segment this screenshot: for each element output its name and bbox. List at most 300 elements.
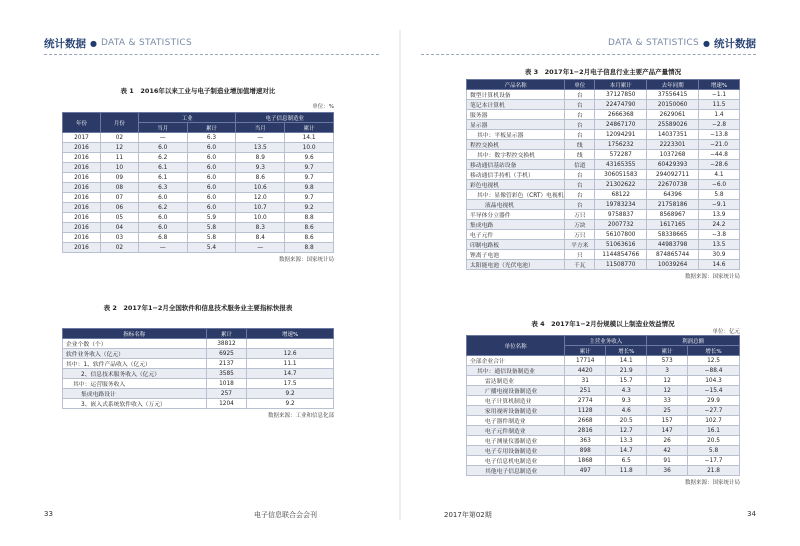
table-row: [467, 466, 740, 476]
table-cell: 12: [647, 386, 688, 396]
table-cell: 2016: [63, 193, 101, 203]
table-row: [63, 339, 334, 349]
col-header-electronic: 电子信息制造业: [236, 113, 334, 123]
table-cell: 线: [565, 150, 595, 160]
table-cell: 平方米: [565, 240, 595, 250]
table-cell: 6.2: [138, 153, 187, 163]
table-cell: −44.8: [699, 150, 740, 160]
col-header-growth: 增长%: [688, 346, 740, 356]
table-cell: 05: [100, 213, 138, 223]
table-row: [467, 140, 740, 150]
table-row: [467, 220, 740, 230]
table-cell: 6.1: [138, 163, 187, 173]
table-cell: 102.7: [688, 416, 740, 426]
table-cell: 25589026: [647, 120, 699, 130]
table-cell: 13.3: [606, 436, 647, 446]
table-cell: 898: [565, 446, 606, 456]
table-row: [63, 399, 334, 409]
table-cell: 企业个数（个）: [63, 339, 207, 349]
table-cell: 家用视听设备制造业: [467, 406, 565, 416]
table1: [62, 112, 334, 253]
page-number-left: 33: [44, 510, 53, 518]
table-cell: 6.0: [187, 143, 236, 153]
table-cell: —: [138, 243, 187, 253]
table-row: [63, 359, 334, 369]
table-cell: 2017: [63, 133, 101, 143]
table-cell: 2007732: [595, 220, 647, 230]
table-cell: 6.0: [187, 163, 236, 173]
table-cell: 17714: [565, 356, 606, 366]
table-cell: 20.5: [606, 416, 647, 426]
table-cell: 19783234: [595, 200, 647, 210]
table-cell: −13.8: [699, 130, 740, 140]
table-cell: 21.9: [606, 366, 647, 376]
table-row: [467, 426, 740, 436]
table-cell: 2137: [206, 359, 247, 369]
table-cell: 2016: [63, 183, 101, 193]
table-row: [467, 180, 740, 190]
left-running-header: [44, 34, 192, 52]
table-cell: 9758837: [595, 210, 647, 220]
table-cell: 11508770: [595, 260, 647, 270]
table-cell: 43165355: [595, 160, 647, 170]
table-cell: 8.6: [285, 223, 334, 233]
table-cell: 24867170: [595, 120, 647, 130]
table-cell: 9.2: [285, 203, 334, 213]
table-cell: 104.3: [688, 376, 740, 386]
table-cell: 572287: [595, 150, 647, 160]
table-cell: −2.8: [699, 120, 740, 130]
header-divider: [421, 54, 756, 55]
table-row: [467, 120, 740, 130]
table-cell: 太阳能电池（光伏电池）: [467, 260, 565, 270]
table-cell: 21302622: [595, 180, 647, 190]
table-source: 数据来源：工业和信息化部: [267, 413, 334, 419]
table-cell: 11.5: [699, 100, 740, 110]
table-cell: 02: [100, 133, 138, 143]
col-header-year: 年份: [63, 113, 101, 133]
table-cell: 4.6: [606, 406, 647, 416]
col-header-month-value: 当月: [138, 123, 187, 133]
table-cell: 20.5: [688, 436, 740, 446]
table-cell: 电子信息机电制造业: [467, 456, 565, 466]
table-cell: 9.3: [606, 396, 647, 406]
col-header-cumulative: 累计: [187, 123, 236, 133]
table-row: [467, 100, 740, 110]
table-row: [63, 223, 334, 233]
table-cell: 14.7: [606, 446, 647, 456]
table-cell: 257: [206, 389, 247, 399]
table-cell: 14.7: [247, 369, 334, 379]
table-source: 数据来源：国家统计局: [684, 274, 740, 280]
table-cell: 8.6: [236, 173, 285, 183]
table-row: [63, 389, 334, 399]
table-cell: 3585: [206, 369, 247, 379]
table-cell: 12.5: [688, 356, 740, 366]
table-cell: 雷达制造业: [467, 376, 565, 386]
table-cell: 其中：运营服务收入: [63, 379, 207, 389]
table-cell: 22670738: [647, 180, 699, 190]
table-row: [63, 349, 334, 359]
table-row: [467, 110, 740, 120]
table-row: [63, 183, 334, 193]
col-header-month: 月份: [100, 113, 138, 133]
table-cell: 电子专用设备制造业: [467, 446, 565, 456]
table-cell: 软件业务收入（亿元）: [63, 349, 207, 359]
table-cell: 其中：通信设备制造业: [467, 366, 565, 376]
table-cell: 2816: [565, 426, 606, 436]
table-cell: 44983798: [647, 240, 699, 250]
table-cell: 2668: [565, 416, 606, 426]
col-header-name: 单位名称: [467, 336, 565, 356]
table-cell: 9.6: [285, 153, 334, 163]
table-row: [467, 396, 740, 406]
bullet-icon: ●: [90, 38, 97, 48]
table-cell: 半导体分立器件: [467, 210, 565, 220]
page-number-right: 34: [747, 510, 756, 518]
table-cell: 千瓦: [565, 260, 595, 270]
table-cell: 21758186: [647, 200, 699, 210]
table-cell: −21.0: [699, 140, 740, 150]
table-cell: 06: [100, 203, 138, 213]
bullet-icon: ●: [703, 38, 710, 48]
table-row: [63, 193, 334, 203]
issue-label: 2017年第02期: [444, 511, 492, 519]
table-cell: 13.9: [699, 210, 740, 220]
col-header-name: 指标名称: [63, 329, 207, 339]
table-cell: —: [236, 243, 285, 253]
table-row: [467, 366, 740, 376]
table-cell: 台: [565, 110, 595, 120]
table-cell: 其中：1、软件产品收入（亿元）: [63, 359, 207, 369]
table-cell: 集成电路设计: [63, 389, 207, 399]
table-cell: 42: [647, 446, 688, 456]
table-cell: 08: [100, 183, 138, 193]
table-cell: 6.0: [138, 143, 187, 153]
table-cell: 万只: [565, 210, 595, 220]
table-row: [63, 153, 334, 163]
table-cell: 21.8: [688, 466, 740, 476]
table-source: 数据来源：国家统计局: [684, 480, 740, 486]
table-cell: 2629061: [647, 110, 699, 120]
table-unit: 单位：亿元: [712, 329, 740, 335]
col-header-cumulative: 累计: [285, 123, 334, 133]
table-cell: 1018: [206, 379, 247, 389]
section-title-cn: 统计数据: [44, 37, 86, 50]
table-cell: 移动通信手持机（手机）: [467, 170, 565, 180]
table-cell: 10.7: [236, 203, 285, 213]
table-cell: 497: [565, 466, 606, 476]
table-cell: 5.8: [187, 223, 236, 233]
table-cell: 6.0: [138, 193, 187, 203]
table1-block: [62, 86, 334, 263]
section-title-en: DATA & STATISTICS: [608, 38, 700, 48]
table-cell: 20150060: [647, 100, 699, 110]
table-cell: 电子测量仪器制造业: [467, 436, 565, 446]
table-cell: 07: [100, 193, 138, 203]
table-cell: 3、嵌入式系统软件收入（万元）: [63, 399, 207, 409]
table-cell: 9.2: [247, 399, 334, 409]
col-header-cumulative: 累计: [565, 346, 606, 356]
table-cell: 26: [647, 436, 688, 446]
table-cell: 5.8: [699, 190, 740, 200]
table-cell: [247, 339, 334, 349]
table-cell: −27.7: [688, 406, 740, 416]
table-row: [467, 150, 740, 160]
table-cell: 157: [647, 416, 688, 426]
table-cell: 2016: [63, 243, 101, 253]
table-cell: 6.3: [187, 133, 236, 143]
table-cell: 台: [565, 130, 595, 140]
section-title-cn: 统计数据: [714, 37, 756, 50]
table-cell: —: [236, 133, 285, 143]
table-cell: 24.2: [699, 220, 740, 230]
table-cell: 11: [100, 153, 138, 163]
table-cell: 38812: [206, 339, 247, 349]
table-cell: 30.9: [699, 250, 740, 260]
col-header-this-period: 本月累计: [595, 80, 647, 90]
table-cell: −1.1: [699, 90, 740, 100]
table-cell: 液晶电视机: [467, 200, 565, 210]
table-cell: 15.7: [606, 376, 647, 386]
table-cell: 68122: [595, 190, 647, 200]
table-cell: 电子器件制造业: [467, 416, 565, 426]
table-cell: 5.4: [187, 243, 236, 253]
table-cell: 6.0: [187, 183, 236, 193]
table-row: [467, 160, 740, 170]
table-cell: 广播电视设备制造业: [467, 386, 565, 396]
table-cell: 6.0: [187, 173, 236, 183]
table3: [466, 79, 740, 270]
table-row: [467, 190, 740, 200]
table-cell: 10039264: [647, 260, 699, 270]
table-cell: 12: [647, 376, 688, 386]
table-cell: 1204: [206, 399, 247, 409]
table-row: [63, 379, 334, 389]
table-cell: 294092711: [647, 170, 699, 180]
table-cell: 台: [565, 100, 595, 110]
table-cell: 6.1: [138, 173, 187, 183]
table-cell: 只: [565, 250, 595, 260]
table2: [62, 328, 334, 409]
col-header-profit: 利润总额: [647, 336, 740, 346]
table-cell: 台: [565, 190, 595, 200]
table-cell: 58338665: [647, 230, 699, 240]
table-cell: 10.0: [285, 143, 334, 153]
table-cell: 16.1: [688, 426, 740, 436]
table-row: [63, 173, 334, 183]
table2-block: [62, 303, 334, 419]
col-header-growth: 增速%: [699, 80, 740, 90]
table-cell: 9.7: [285, 163, 334, 173]
table-cell: 6.0: [187, 193, 236, 203]
col-header-unit: 单位: [565, 80, 595, 90]
table-row: [467, 376, 740, 386]
table-cell: −15.4: [688, 386, 740, 396]
table-cell: 874865744: [647, 250, 699, 260]
page-gutter: [399, 30, 401, 520]
col-header-growth: 增长%: [606, 346, 647, 356]
table-cell: 2016: [63, 203, 101, 213]
table-row: [467, 210, 740, 220]
table-cell: 印制电路板: [467, 240, 565, 250]
table-cell: 其他电子信息制造业: [467, 466, 565, 476]
table-cell: −6.0: [699, 180, 740, 190]
table-row: [63, 213, 334, 223]
table-cell: 36: [647, 466, 688, 476]
table-cell: −17.7: [688, 456, 740, 466]
table-cell: 10: [100, 163, 138, 173]
table-cell: 台: [565, 90, 595, 100]
table-cell: 29.9: [688, 396, 740, 406]
table-cell: 其中：显像管彩色（CRT）电视机: [467, 190, 565, 200]
table-row: [63, 163, 334, 173]
table-row: [467, 170, 740, 180]
table-row: [63, 203, 334, 213]
table-cell: 2016: [63, 173, 101, 183]
table-cell: 8.4: [236, 233, 285, 243]
table-cell: 13.5: [236, 143, 285, 153]
table-cell: 12.6: [247, 349, 334, 359]
table-cell: 04: [100, 223, 138, 233]
table-cell: 31: [565, 376, 606, 386]
table-cell: 集成电路: [467, 220, 565, 230]
table-cell: 12094291: [595, 130, 647, 140]
table-cell: 1037268: [647, 150, 699, 160]
right-running-header: [608, 34, 756, 52]
table-cell: −9.1: [699, 200, 740, 210]
table-cell: 5.9: [187, 213, 236, 223]
table-caption: 表 4 2017年1−2月份规模以上制造业效益情况: [531, 320, 675, 328]
table-cell: 147: [647, 426, 688, 436]
col-header-growth: 增速%: [247, 329, 334, 339]
table-cell: 14.1: [285, 133, 334, 143]
table-cell: 台: [565, 170, 595, 180]
table-cell: 台: [565, 200, 595, 210]
table-cell: 6.0: [138, 213, 187, 223]
table-cell: 6.0: [187, 203, 236, 213]
table-cell: 1128: [565, 406, 606, 416]
table-cell: 其中：平板显示器: [467, 130, 565, 140]
table-cell: 4.3: [606, 386, 647, 396]
table-source: 数据来源：国家统计局: [278, 257, 334, 263]
table-cell: 全部企业合计: [467, 356, 565, 366]
table-cell: 13.5: [699, 240, 740, 250]
table-cell: 万块: [565, 220, 595, 230]
table-row: [467, 416, 740, 426]
col-header-last-period: 去年同期: [647, 80, 699, 90]
table-cell: 306051583: [595, 170, 647, 180]
journal-title: 电子信息联合会会刊: [254, 511, 317, 519]
table-cell: 14037351: [647, 130, 699, 140]
table-cell: 2016: [63, 213, 101, 223]
col-header-industry: 工业: [138, 113, 236, 123]
table-cell: 2016: [63, 163, 101, 173]
table-row: [467, 436, 740, 446]
table-cell: −28.6: [699, 160, 740, 170]
table-cell: 9.7: [285, 173, 334, 183]
table-cell: 02: [100, 243, 138, 253]
table-cell: 4.1: [699, 170, 740, 180]
table-cell: 9.8: [285, 183, 334, 193]
table-cell: 8.3: [236, 223, 285, 233]
table-row: [467, 130, 740, 140]
table-cell: 8.8: [285, 213, 334, 223]
table-cell: 移动通信基站设备: [467, 160, 565, 170]
table-row: [467, 456, 740, 466]
table-cell: 8.6: [285, 233, 334, 243]
table-cell: 1.4: [699, 110, 740, 120]
table-cell: 9.2: [247, 389, 334, 399]
table-row: [467, 230, 740, 240]
table-cell: 17.5: [247, 379, 334, 389]
table-cell: 8568967: [647, 210, 699, 220]
table-row: [467, 250, 740, 260]
table-cell: 22474790: [595, 100, 647, 110]
header-divider: [44, 54, 379, 55]
col-header-cumulative: 累计: [206, 329, 247, 339]
table-cell: 64396: [647, 190, 699, 200]
table-cell: 37556415: [647, 90, 699, 100]
table-cell: 56107800: [595, 230, 647, 240]
table-row: [63, 233, 334, 243]
table-cell: 2、信息技术服务收入（亿元）: [63, 369, 207, 379]
table-cell: 微型计算机设备: [467, 90, 565, 100]
table4-block: [466, 319, 740, 486]
table-cell: −3.8: [699, 230, 740, 240]
table-cell: 09: [100, 173, 138, 183]
table-cell: 2666368: [595, 110, 647, 120]
table-row: [467, 356, 740, 366]
table-cell: 显示器: [467, 120, 565, 130]
table-cell: 8.9: [236, 153, 285, 163]
table-cell: 37127850: [595, 90, 647, 100]
table-cell: 14.6: [699, 260, 740, 270]
table-cell: 2774: [565, 396, 606, 406]
table-row: [63, 243, 334, 253]
table-cell: 6.5: [606, 456, 647, 466]
col-header-revenue: 主营业务收入: [565, 336, 647, 346]
table-cell: 台: [565, 120, 595, 130]
table-row: [467, 446, 740, 456]
col-header-month-value: 当月: [236, 123, 285, 133]
table-row: [467, 386, 740, 396]
col-header-name: 产品名称: [467, 80, 565, 90]
table-cell: 2016: [63, 153, 101, 163]
table-cell: 03: [100, 233, 138, 243]
table-cell: 万只: [565, 230, 595, 240]
table-cell: 2016: [63, 143, 101, 153]
table-row: [467, 240, 740, 250]
table-cell: 12.0: [236, 193, 285, 203]
table-cell: 6.0: [187, 153, 236, 163]
table-cell: 251: [565, 386, 606, 396]
table-cell: 14.1: [606, 356, 647, 366]
table-cell: 1617165: [647, 220, 699, 230]
table-cell: 8.8: [285, 243, 334, 253]
table-cell: 91: [647, 456, 688, 466]
table-cell: 6925: [206, 349, 247, 359]
table-row: [63, 133, 334, 143]
table-cell: 2016: [63, 223, 101, 233]
table-row: [467, 260, 740, 270]
table-cell: 4420: [565, 366, 606, 376]
table-cell: 5.8: [688, 446, 740, 456]
table-cell: 6.0: [138, 223, 187, 233]
table-cell: 33: [647, 396, 688, 406]
table-cell: 程控交换机: [467, 140, 565, 150]
table-cell: 12: [100, 143, 138, 153]
